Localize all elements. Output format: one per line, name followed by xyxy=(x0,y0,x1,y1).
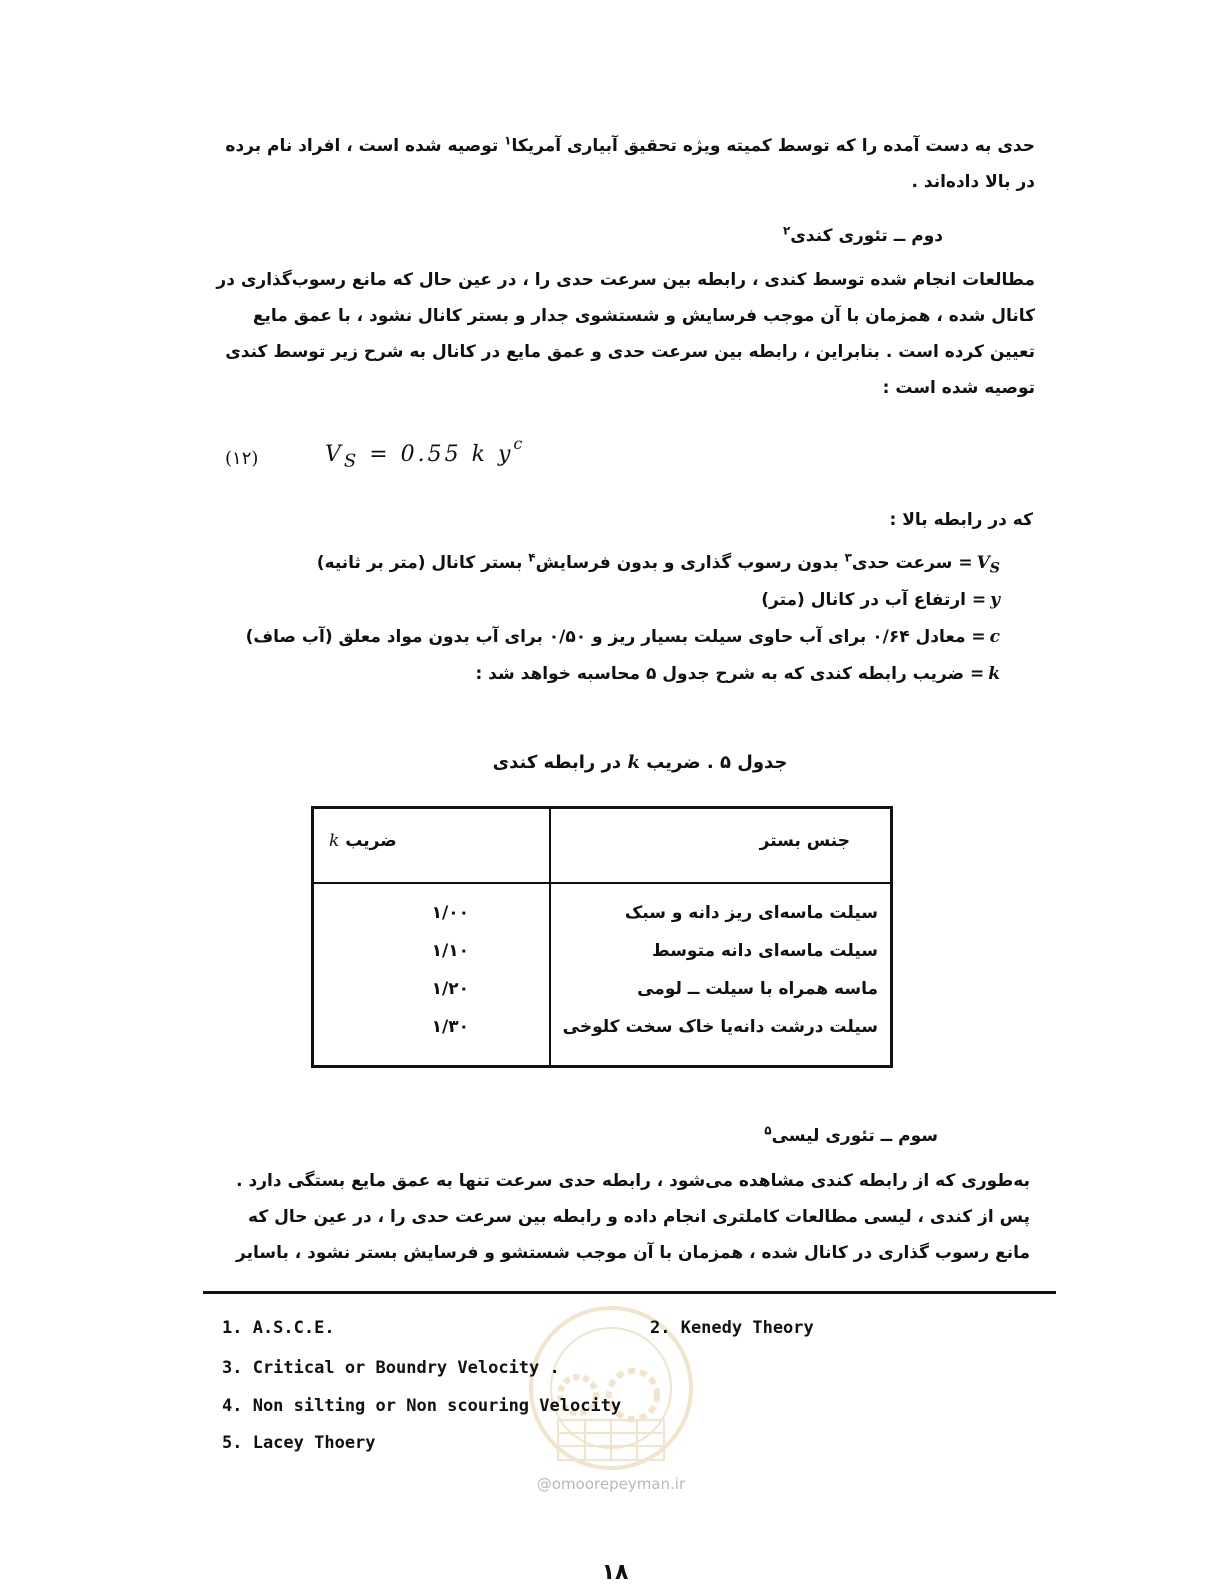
footnote-item: 3. Critical or Boundry Velocity . xyxy=(222,1358,560,1378)
kennedy-equation xyxy=(225,433,625,480)
table-row xyxy=(314,903,890,939)
table-row xyxy=(314,941,890,977)
intro-text-before: حدی به دست آمده را که توسط کمیته ویژه تحقیق آبیاری آمریکا xyxy=(511,136,1035,156)
def-symbol: c xyxy=(989,627,1000,647)
lacey-paragraph: به‌طوری که از رابطه کندی مشاهده می‌شود ، رابطه حدی سرعت تنها به عمق مایع بستگی دارد . پس از کندی ، لیسی مطالعات کاملتری انجام داده و رابطه بین سرعت حدی را ، در عین حال که مانع رسوب گذاری در کانال شده ، همزمان با آن موجب شستشو و فرسایش بستر نشود ، باسایر xyxy=(236,1171,1030,1263)
equation-number: (۱۲) xyxy=(225,448,259,469)
footnote-item: 5. Lacey Thoery xyxy=(222,1433,376,1453)
footnote-marker-4: ۴ xyxy=(528,550,536,565)
footnote-marker-5: ۵ xyxy=(764,1123,772,1138)
footnote-divider xyxy=(203,1291,1056,1294)
table-row xyxy=(314,979,890,1015)
kennedy-paragraph: مطالعات انجام شده توسط کندی ، رابطه بین سرعت حدی را ، در عین حال که مانع رسوب‌گذاری در کانال شده ، همزمان با آن موجب فرسایش و شستشوی جدار و بستر کانال نشود ، با عمق مایع تعیین کرده است . بنابراین ، رابطه بین سرعت حدی و عمق مایع در کانال به شرح زیر توسط کندی توصیه شده است : xyxy=(216,270,1035,398)
def-symbol: y xyxy=(990,590,1000,610)
table-header-coefficient: ضریب k xyxy=(329,831,397,851)
definition-list xyxy=(205,545,1000,693)
where-intro: که در رابطه بالا : xyxy=(889,510,1033,530)
heading-text: سوم ــ تئوری لیسی xyxy=(771,1126,938,1146)
coefficient-table xyxy=(311,806,893,1068)
table-cell-coefficient: ۱/۲۰ xyxy=(431,979,469,999)
def-symbol: k xyxy=(988,664,1000,684)
section-heading-kennedy xyxy=(782,223,943,246)
table-cell-material: سیلت درشت دانه‌یا خاک سخت کلوخی xyxy=(562,1017,878,1037)
table-cell-coefficient: ۱/۰۰ xyxy=(431,903,469,923)
equation-body xyxy=(325,433,526,472)
equation-rhs: = 0.55 k y xyxy=(369,442,514,467)
section-heading-lacey xyxy=(764,1123,938,1146)
page-number: ۱۸ xyxy=(601,1560,629,1585)
def-symbol: $V_S$ xyxy=(976,553,1000,577)
footnote-item: 4. Non silting or Non scouring Velocity xyxy=(222,1396,622,1416)
heading-text: دوم ــ تئوری کندی xyxy=(790,226,943,246)
footnote-marker-2: ۲ xyxy=(782,223,791,238)
equation-lhs-sub: S xyxy=(343,450,360,472)
intro-text-after: توصیه شده است ، افراد نام برده در بالا داده‌اند . xyxy=(225,136,1035,192)
definition-item xyxy=(205,582,1000,619)
def-text-a: = معادل ۰/۶۴ برای آب حاوی سیلت بسیار ریز و ۰/۵۰ برای آب بدون مواد معلق (آب صاف) xyxy=(245,627,986,647)
table-cell-coefficient: ۱/۱۰ xyxy=(431,941,469,961)
table-cell-material: سیلت ماسه‌ای ریز دانه و سبک xyxy=(624,903,878,923)
footnote-marker-3: ۳ xyxy=(844,550,852,565)
table-header-divider xyxy=(314,882,890,884)
definition-item xyxy=(205,545,1000,582)
equation-rhs-sup: c xyxy=(513,433,526,453)
definition-item xyxy=(205,619,1000,656)
footnote-marker-1: ۱ xyxy=(504,133,512,148)
table-row xyxy=(314,1017,890,1053)
footnote-item: 1. A.S.C.E. xyxy=(222,1318,335,1338)
equation-lhs: V xyxy=(325,442,344,467)
def-text-a: = ارتفاع آب در کانال (متر) xyxy=(761,590,987,610)
table-header-material: جنس بستر xyxy=(759,831,850,851)
intro-paragraph xyxy=(210,128,1035,200)
watermark-text: @omoorepeyman.ir xyxy=(536,1475,686,1493)
def-text-c: بستر کانال (متر بر ثانیه) xyxy=(316,553,529,573)
table-cell-coefficient: ۱/۳۰ xyxy=(431,1017,469,1037)
definition-item xyxy=(205,656,1000,693)
table-cell-material: سیلت ماسه‌ای دانه متوسط xyxy=(652,941,878,961)
def-text-a: = ضریب رابطه کندی که به شرح جدول ۵ محاسبه خواهد شد : xyxy=(475,664,985,684)
table-cell-material: ماسه همراه با سیلت ــ لومی xyxy=(637,979,878,999)
def-text-a: = سرعت حدی xyxy=(851,553,973,573)
table-caption: جدول ۵ . ضریب k در رابطه کندی xyxy=(492,752,788,773)
footnote-item: 2. Kenedy Theory xyxy=(650,1318,814,1338)
def-text-b: بدون رسوب گذاری و بدون فرسایش xyxy=(535,553,845,573)
